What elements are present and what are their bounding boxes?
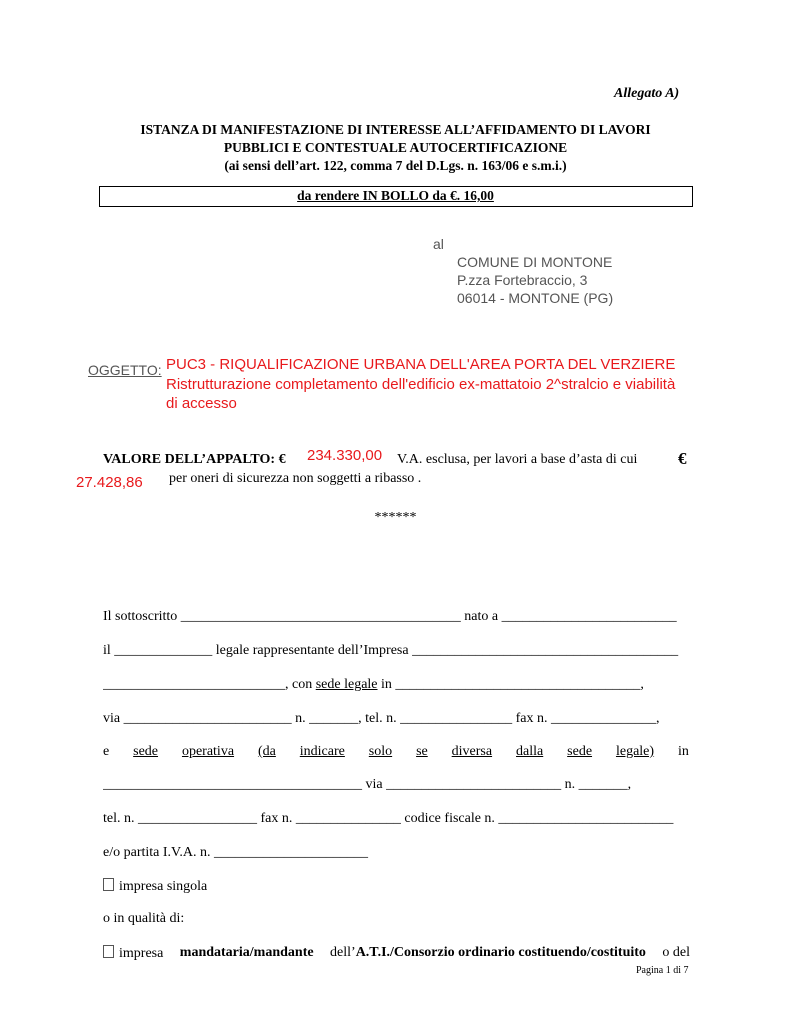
valore-text-1: V.A. esclusa, per lavori a base d’asta di cui	[397, 452, 638, 467]
form-line-7: tel. n. _________________ fax n. _______________ codice fiscale n. _________________________	[103, 811, 674, 826]
option-impresa-singola[interactable]	[103, 878, 207, 895]
separator: ******	[374, 510, 417, 525]
checkbox-icon[interactable]	[103, 878, 114, 891]
form-line-5-word: (da	[257, 744, 276, 759]
oneri-amount: 27.428,86	[76, 474, 143, 491]
oggetto-line-3: di accesso	[166, 395, 237, 412]
allegato-label: Allegato A)	[614, 86, 680, 101]
recipient-line-3: 06014 - MONTONE (PG)	[457, 290, 614, 306]
bollo-text: da rendere IN BOLLO da €. 16,00	[297, 188, 494, 203]
title-line-1: ISTANZA DI MANIFESTAZIONE DI INTERESSE ALL’AFFIDAMENTO DI LAVORI	[140, 122, 651, 137]
form-line-1: Il sottoscritto ________________________________________ nato a _________________________	[103, 609, 677, 624]
valore-amount: 234.330,00	[307, 447, 383, 464]
checkbox-icon[interactable]	[103, 945, 114, 958]
form-line-5-word: legale)	[615, 744, 655, 759]
form-line-5-word: se	[416, 744, 428, 759]
form-line-5-word: indicare	[299, 744, 345, 759]
recipient-al: al	[433, 236, 444, 252]
option-mandataria-cd: dell’A.T.I./Consorzio ordinario costituendo/costituito	[330, 945, 646, 960]
form-line-5	[103, 744, 689, 760]
option-impresa-mandataria[interactable]	[103, 945, 690, 962]
form-line-5-word: diversa	[451, 744, 493, 759]
form-line-3-sede: sede legale	[315, 677, 378, 692]
option-mandataria-e: o del	[662, 945, 690, 960]
page-number: Pagina 1 di 7	[636, 965, 689, 976]
form-line-8: e/o partita I.V.A. n. ______________________	[103, 845, 368, 860]
option-mandataria-b: mandataria/mandante	[179, 945, 314, 960]
form-line-2: il ______________ legale rappresentante dell’Impresa ______________________________________	[103, 643, 679, 658]
option-impresa-singola-label: impresa singola	[119, 879, 208, 894]
form-line-6: _____________________________________ via _________________________ n. _______,	[103, 777, 632, 792]
form-line-5-word: sede	[567, 744, 593, 759]
oggetto-line-1: PUC3 - RIQUALIFICAZIONE URBANA DELL'AREA PORTA DEL VERZIERE	[166, 356, 676, 373]
form-line-5-word: operativa	[181, 744, 235, 759]
qualita-label: o in qualità di:	[103, 911, 185, 926]
oggetto-label: OGGETTO:	[88, 362, 162, 378]
form-line-5-word: in	[677, 744, 689, 759]
form-line-3-b: in ___________________________________,	[381, 677, 644, 692]
title-line-2: PUBBLICI E CONTESTUALE AUTOCERTIFICAZIONE	[223, 140, 568, 155]
form-line-5-word: sede	[133, 744, 159, 759]
form-line-3	[103, 677, 690, 693]
form-line-5-word: dalla	[516, 744, 544, 759]
valore-euro: €	[678, 449, 687, 468]
form-line-5-word: solo	[368, 744, 393, 759]
form-line-5-word: e	[103, 744, 110, 759]
recipient-line-2: P.zza Fortebraccio, 3	[457, 272, 588, 288]
oggetto-line-2: Ristrutturazione completamento dell'edificio ex-mattatoio 2^stralcio e viabilità	[166, 376, 676, 393]
valore-label: VALORE DELL’APPALTO: €	[103, 452, 286, 467]
form-line-3-a: __________________________, con	[103, 677, 313, 692]
valore-text-2: per oneri di sicurezza non soggetti a ribasso .	[169, 471, 422, 486]
option-mandataria-start: impresa	[103, 945, 163, 962]
recipient-line-1: COMUNE DI MONTONE	[457, 254, 613, 270]
title-line-3: (ai sensi dell’art. 122, comma 7 del D.Lgs. n. 163/06 e s.m.i.)	[224, 158, 567, 173]
form-line-4: via ________________________ n. _______, tel. n. ________________ fax n. _______________,	[103, 711, 660, 726]
